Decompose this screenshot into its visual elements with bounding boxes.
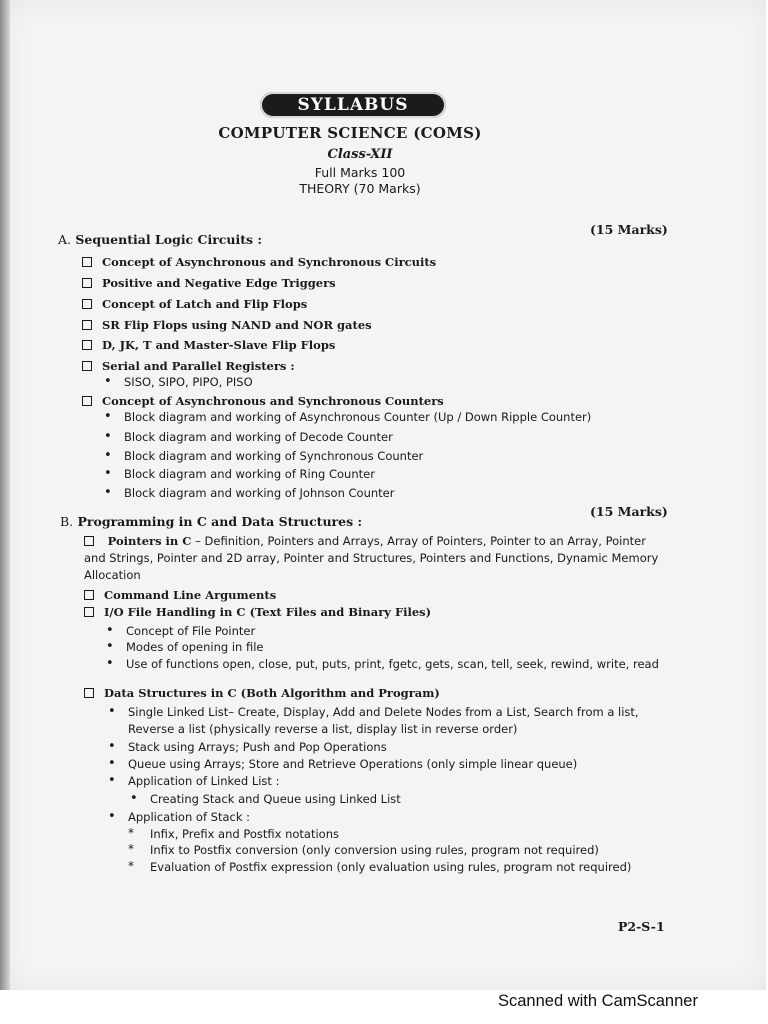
list-item: Concept of Asynchronous and Synchronous Counters <box>82 394 444 408</box>
list-item: Positive and Negative Edge Triggers <box>82 276 336 290</box>
sub-list-item: • Application of Stack : <box>128 810 250 824</box>
section-b-heading <box>60 514 362 529</box>
sub-list-item: • Block diagram and working of Johnson Counter <box>124 486 394 500</box>
list-item-pointers <box>84 533 670 584</box>
list-item: D, JK, T and Master-Slave Flip Flops <box>82 338 335 352</box>
sub-list-item: • Application of Linked List : <box>128 774 279 788</box>
list-item: Concept of Asynchronous and Synchronous Circuits <box>82 255 436 269</box>
sub-list-item: • Concept of File Pointer <box>126 624 255 638</box>
sub-sub-list-item: • Creating Stack and Queue using Linked List <box>150 792 401 806</box>
sub-list-item: • Use of functions open, close, put, puts, print, fgetc, gets, scan, tell, seek, rewind, write, read <box>126 656 670 673</box>
sub-sub-list-item: * Evaluation of Postfix expression (only evaluation using rules, program not required) <box>150 860 631 874</box>
scanner-watermark: Scanned with CamScanner <box>498 992 698 1010</box>
section-b-marks: (15 Marks) <box>590 504 668 519</box>
sub-list-item: • Queue using Arrays; Store and Retrieve Operations (only simple linear queue) <box>128 757 577 771</box>
list-item: Concept of Latch and Flip Flops <box>82 297 307 311</box>
pointers-head: Pointers in C <box>107 534 192 548</box>
theory-marks: THEORY (70 Marks) <box>299 181 421 196</box>
full-marks: Full Marks 100 <box>314 165 406 180</box>
section-a-label: A. <box>58 232 72 247</box>
sub-list-item: • Block diagram and working of Decode Counter <box>124 430 393 444</box>
sub-sub-list-item: * Infix, Prefix and Postfix notations <box>150 827 339 841</box>
section-a-title: Sequential Logic Circuits : <box>75 232 263 247</box>
pointers-text: – Definition, Pointers and Arrays, Array of Pointers, Pointer to an Array, Pointer and Strings, Pointer and 2D array, Pointer and Structures, Pointers and Functions, Dynamic Memory Allocation <box>84 534 659 582</box>
section-a-marks: (15 Marks) <box>590 222 668 237</box>
list-item: Data Structures in C (Both Algorithm and Program) <box>84 686 440 700</box>
sub-list-item: • Block diagram and working of Asynchronous Counter (Up / Down Ripple Counter) <box>124 410 591 424</box>
page-title: COMPUTER SCIENCE (COMS) <box>218 124 482 142</box>
section-a-heading <box>58 232 262 247</box>
class-label: Class-XII <box>327 147 393 162</box>
sub-list-item: • Block diagram and working of Ring Counter <box>124 467 375 481</box>
page-code: P2-S-1 <box>618 919 665 934</box>
list-item: Serial and Parallel Registers : <box>82 359 295 373</box>
page-edge-shadow <box>0 0 10 990</box>
list-item: I/O File Handling in C (Text Files and Binary Files) <box>84 605 431 619</box>
sub-list-item: • Single Linked List– Create, Display, Add and Delete Nodes from a List, Search from a list, Reverse a list (physically reverse a list, display list in reverse order) <box>128 704 670 738</box>
sub-sub-list-item: * Infix to Postfix conversion (only conversion using rules, program not required) <box>150 843 599 857</box>
sub-list-item: • Modes of opening in file <box>126 640 264 654</box>
section-b-title: Programming in C and Data Structures : <box>77 514 363 529</box>
sub-list-item: • SISO, SIPO, PIPO, PISO <box>124 375 253 389</box>
list-item: SR Flip Flops using NAND and NOR gates <box>82 318 372 332</box>
sub-list-item: • Stack using Arrays; Push and Pop Operations <box>128 740 387 754</box>
syllabus-badge: SYLLABUS <box>260 92 446 118</box>
list-item: Command Line Arguments <box>84 588 276 602</box>
section-b-label: B. <box>60 514 74 529</box>
sub-list-item: • Block diagram and working of Synchronous Counter <box>124 449 423 463</box>
